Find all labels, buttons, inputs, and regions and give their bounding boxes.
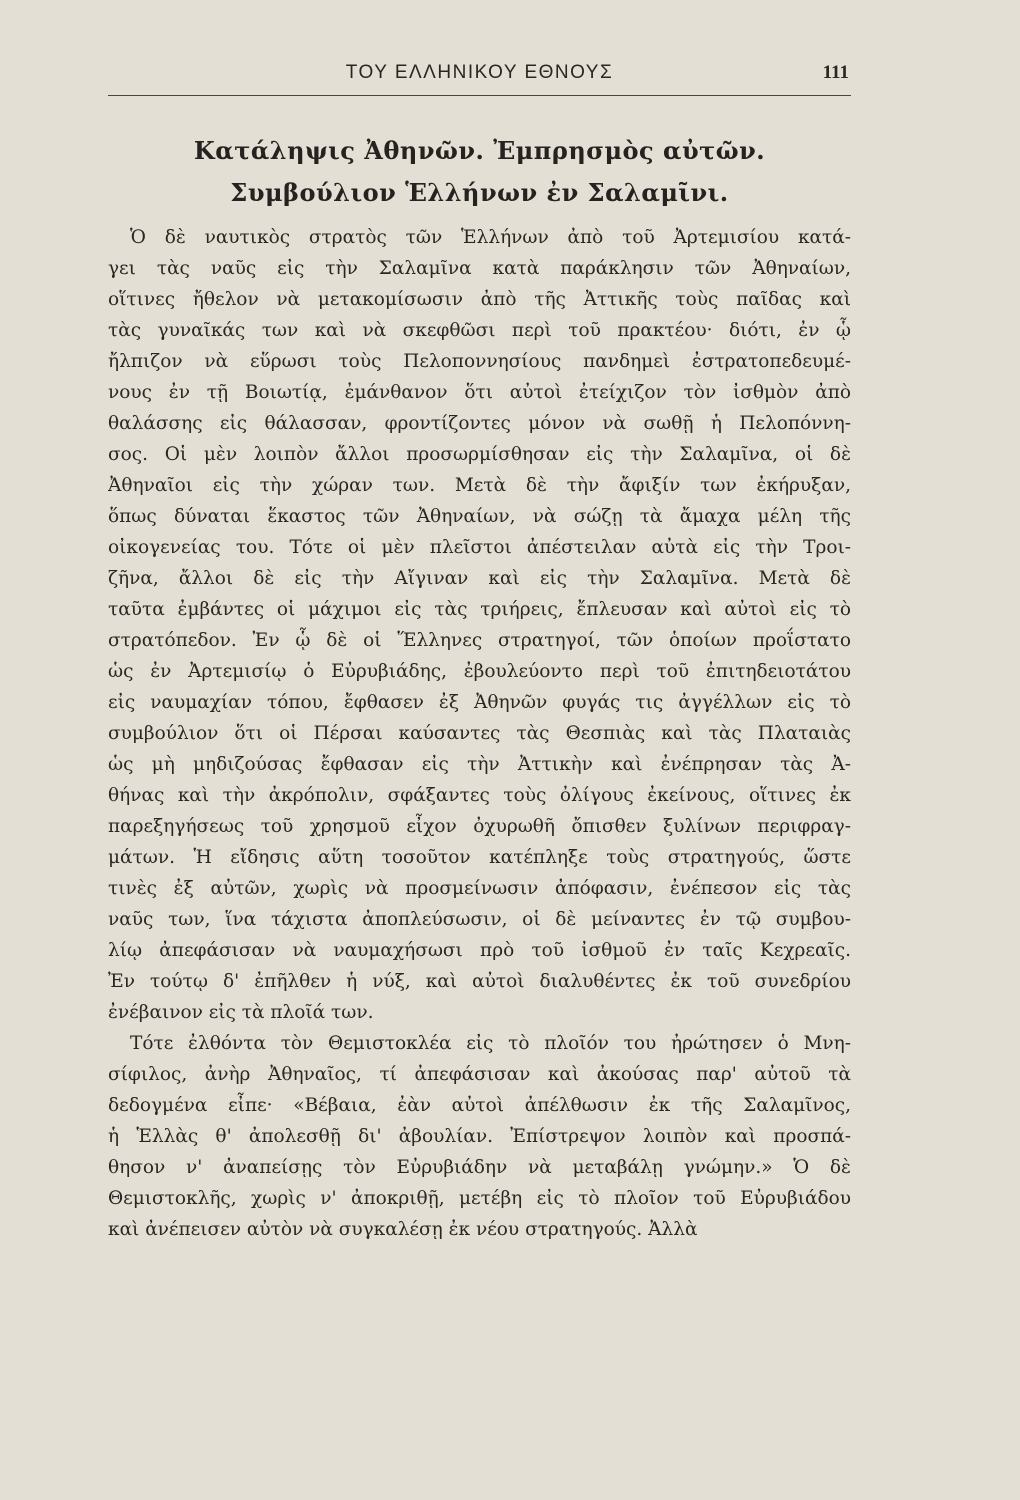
text-line: Θεμιστοκλῆς, χωρὶς ν' ἀποκριθῇ, μετέβη εἰς τὸ πλοῖον τοῦ Εὐρυβιάδου: [108, 1188, 851, 1209]
text-line: τινὲς ἐξ αὐτῶν, χωρὶς νὰ προσμείνωσιν ἀπόφασιν, ἐνέπεσον εἰς τὰς: [108, 878, 851, 899]
text-line: εἰς ναυμαχίαν τόπου, ἔφθασεν ἐξ Ἀθηνῶν φυγάς τις ἀγγέλλων εἰς τὸ: [108, 692, 851, 713]
text-line: μάτων. Ἡ εἴδησις αὕτη τοσοῦτον κατέπληξε τοὺς στρατηγούς, ὥστε: [108, 847, 851, 868]
text-line: τὰς γυναῖκάς των καὶ νὰ σκεφθῶσι περὶ τοῦ πρακτέου· διότι, ἐν ᾧ: [108, 320, 851, 341]
text-line: ἡ Ἑλλὰς θ' ἀπολεσθῇ δι' ἀβουλίαν. Ἐπίστρεψον λοιπὸν καὶ προσπά-: [108, 1126, 851, 1147]
text-line: καὶ ἀνέπεισεν αὐτὸν νὰ συγκαλέσῃ ἐκ νέου στρατηγούς. Ἀλλὰ: [108, 1219, 698, 1240]
text-line: δεδογμένα εἶπε· «Βέβαια, ἐὰν αὐτοὶ ἀπέλθωσιν ἐκ τῆς Σαλαμῖνος,: [108, 1095, 851, 1116]
text-line: γει τὰς ναῦς εἰς τὴν Σαλαμῖνα κατὰ παράκλησιν τῶν Ἀθηναίων,: [108, 258, 851, 279]
text-line: ἐνέβαινον εἰς τὰ πλοῖά των.: [108, 1002, 374, 1023]
running-title: ΤΟΥ ΕΛΛΗΝΙΚΟΥ ΕΘΝΟΥΣ: [345, 62, 614, 83]
text-line: ἤλπιζον νὰ εὕρωσι τοὺς Πελοποννησίους πανδημεὶ ἐστρατοπεδευμέ-: [108, 351, 851, 372]
text-line: οἵτινες ἤθελον νὰ μετακομίσωσιν ἀπὸ τῆς Ἀττικῆς τοὺς παῖδας καὶ: [108, 289, 851, 310]
body-text: [108, 222, 851, 1245]
text-line: οἰκογενείας του. Τότε οἱ μὲν πλεῖστοι ἀπέστειλαν αὐτὰ εἰς τὴν Τροι-: [108, 537, 851, 558]
text-line: παρεξηγήσεως τοῦ χρησμοῦ εἶχον ὀχυρωθῆ ὄπισθεν ξυλίνων περιφραγ-: [108, 816, 851, 837]
text-line: Ὁ δὲ ναυτικὸς στρατὸς τῶν Ἑλλήνων ἀπὸ τοῦ Ἀρτεμισίου κατά-: [130, 227, 851, 248]
text-line: ζῆνα, ἄλλοι δὲ εἰς τὴν Αἴγιναν καὶ εἰς τὴν Σαλαμῖνα. Μετὰ δὲ: [108, 568, 851, 589]
paragraph: [108, 222, 851, 1028]
section-heading: [108, 130, 851, 214]
text-line: σίφιλος, ἀνὴρ Ἀθηναῖος, τί ἀπεφάσισαν καὶ ἀκούσας παρ' αὐτοῦ τὰ: [108, 1064, 851, 1085]
text-line: Τότε ἐλθόντα τὸν Θεμιστοκλέα εἰς τὸ πλοῖόν του ἠρώτησεν ὁ Μνη-: [130, 1033, 851, 1054]
page-number: 111: [822, 62, 849, 83]
paragraph: [108, 1028, 851, 1245]
text-line: ὡς ἐν Ἀρτεμισίῳ ὁ Εὐρυβιάδης, ἐβουλεύοντο περὶ τοῦ ἐπιτηδειοτάτου: [108, 661, 851, 682]
text-line: ὅπως δύναται ἕκαστος τῶν Ἀθηναίων, νὰ σώζῃ τὰ ἄμαχα μέλη τῆς: [108, 506, 851, 527]
text-line: θήνας καὶ τὴν ἀκρόπολιν, σφάξαντες τοὺς ὀλίγους ἐκείνους, οἵτινες ἐκ: [108, 785, 851, 806]
text-line: θησον ν' ἀναπείσῃς τὸν Εὐρυβιάδην νὰ μεταβάλῃ γνώμην.» Ὁ δὲ: [108, 1157, 851, 1178]
text-line: συμβούλιον ὅτι οἱ Πέρσαι καύσαντες τὰς Θεσπιὰς καὶ τὰς Πλαταιὰς: [108, 723, 851, 744]
section-heading-line: Κατάληψις Ἀθηνῶν. Ἐμπρησμὸς αὐτῶν.: [193, 136, 766, 165]
text-line: Ἀθηναῖοι εἰς τὴν χώραν των. Μετὰ δὲ τὴν ἄφιξίν των ἐκήρυξαν,: [108, 475, 851, 496]
text-line: θαλάσσης εἰς θάλασσαν, φροντίζοντες μόνον νὰ σωθῇ ἡ Πελοπόννη-: [108, 413, 851, 434]
text-line: νους ἐν τῇ Βοιωτίᾳ, ἐμάνθανον ὅτι αὐτοὶ ἐτείχιζον τὸν ἰσθμὸν ἀπὸ: [108, 382, 851, 403]
text-line: λίῳ ἀπεφάσισαν νὰ ναυμαχήσωσι πρὸ τοῦ ἰσθμοῦ ἐν ταῖς Κεχρεαῖς.: [108, 940, 851, 961]
running-head: [108, 62, 851, 92]
text-line: ὡς μὴ μηδιζούσας ἔφθασαν εἰς τὴν Ἀττικὴν καὶ ἐνέπρησαν τὰς Ἀ-: [108, 754, 851, 775]
text-line: ταῦτα ἐμβάντες οἱ μάχιμοι εἰς τὰς τριήρεις, ἔπλευσαν καὶ αὐτοὶ εἰς τὸ: [108, 599, 851, 620]
text-line: σος. Οἱ μὲν λοιπὸν ἄλλοι προσωρμίσθησαν εἰς τὴν Σαλαμῖνα, οἱ δὲ: [108, 444, 851, 465]
text-line: Ἐν τούτῳ δ' ἐπῆλθεν ἡ νύξ, καὶ αὐτοὶ διαλυθέντες ἐκ τοῦ συνεδρίου: [108, 971, 851, 992]
text-line: ναῦς των, ἵνα τάχιστα ἀποπλεύσωσιν, οἱ δὲ μείναντες ἐν τῷ συμβου-: [108, 909, 851, 930]
header-rule: [108, 95, 851, 96]
text-line: στρατόπεδον. Ἐν ᾧ δὲ οἱ Ἕλληνες στρατηγοί, τῶν ὁποίων προΐστατο: [108, 630, 851, 651]
section-heading-line: Συμβούλιον Ἑλλήνων ἐν Σαλαμῖνι.: [230, 178, 729, 207]
